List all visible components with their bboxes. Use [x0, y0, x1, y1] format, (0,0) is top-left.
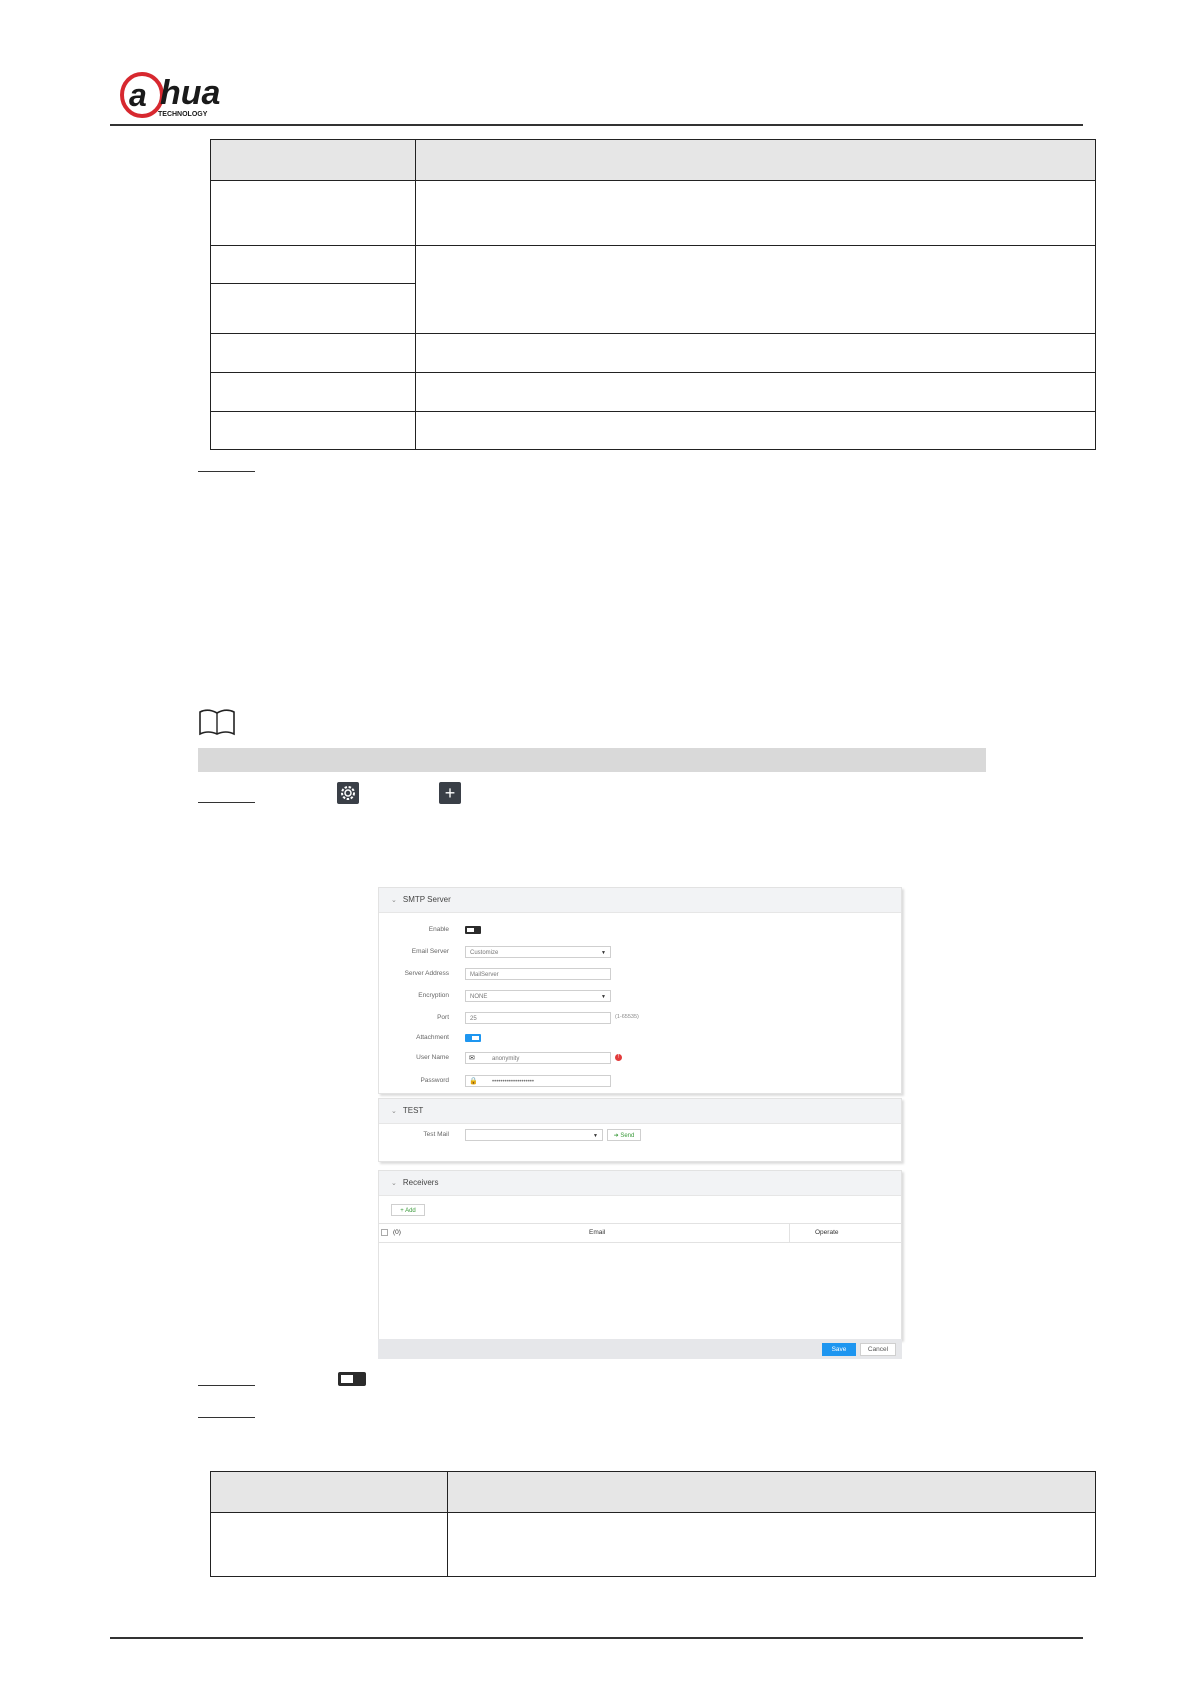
smtp-panel	[378, 887, 902, 1094]
table1-row6-desc	[416, 412, 1096, 450]
encryption-value: NONE	[470, 994, 488, 1000]
dropdown-arrow-icon: ▼	[601, 994, 606, 1000]
email-server-select[interactable]	[465, 946, 611, 958]
table1-row6-param	[211, 412, 416, 450]
dropdown-arrow-icon: ▼	[601, 950, 606, 956]
port-row	[379, 1012, 901, 1026]
table1-row1-desc	[416, 181, 1096, 246]
server-address-label: Server Address	[404, 970, 449, 977]
test-panel	[378, 1098, 902, 1162]
test-panel-header[interactable]	[379, 1099, 901, 1124]
add-label: Add	[405, 1208, 416, 1214]
username-label: User Name	[416, 1054, 449, 1061]
send-label: Send	[620, 1133, 635, 1139]
dropdown-arrow-icon: ▼	[593, 1133, 598, 1139]
enable-row	[379, 924, 901, 938]
table1-header-desc	[416, 140, 1096, 181]
step-rule	[198, 1417, 255, 1418]
username-input[interactable]	[465, 1052, 611, 1064]
encryption-row	[379, 990, 901, 1004]
note-bar	[198, 748, 986, 772]
table2-row1-param	[211, 1513, 448, 1577]
test-mail-select[interactable]	[465, 1129, 603, 1141]
chevron-down-icon: ⌄	[391, 1180, 397, 1187]
test-title: TEST	[402, 1106, 424, 1115]
table1-header-param	[211, 140, 416, 181]
receivers-title: Receivers	[402, 1178, 439, 1187]
receivers-panel	[378, 1170, 902, 1340]
email-server-label: Email Server	[411, 948, 449, 955]
add-plus-icon: +	[439, 782, 461, 804]
password-label: Password	[420, 1077, 449, 1084]
receiver-count: (0)	[393, 1229, 401, 1236]
enable-label: Enable	[428, 926, 449, 933]
column-divider	[789, 1224, 790, 1242]
save-button[interactable]: Save	[822, 1343, 856, 1356]
operate-column-header: Operate	[815, 1229, 839, 1236]
port-input[interactable]	[465, 1012, 611, 1024]
table2-header-desc	[448, 1472, 1096, 1513]
attachment-toggle[interactable]	[465, 1034, 481, 1042]
password-row	[379, 1075, 901, 1089]
table1-row3-param	[211, 284, 416, 334]
chevron-down-icon: ⌄	[391, 897, 397, 904]
parameter-table-2	[210, 1471, 1096, 1577]
table1-row2-desc	[416, 246, 1096, 334]
send-button[interactable]	[607, 1129, 641, 1141]
settings-gear-icon	[337, 782, 359, 804]
server-address-value: MailServer	[470, 972, 499, 978]
username-value: anonymity	[492, 1056, 520, 1062]
port-label: Port	[437, 1014, 449, 1021]
note-book-icon	[198, 708, 236, 736]
dahua-logo	[120, 70, 260, 120]
plus-icon: +	[400, 1208, 406, 1214]
footer-bar	[378, 1339, 902, 1359]
password-input[interactable]	[465, 1075, 611, 1087]
email-settings-screenshot	[378, 887, 902, 1359]
table2-row1-desc	[448, 1513, 1096, 1577]
email-server-value: Customize	[470, 950, 499, 956]
port-hint: (1-65535)	[615, 1014, 639, 1020]
step-rule	[198, 1385, 255, 1386]
add-receiver-button[interactable]	[391, 1204, 425, 1216]
attachment-label: Attachment	[416, 1034, 449, 1041]
cancel-button[interactable]: Cancel	[860, 1343, 896, 1356]
svg-text:hua: hua	[160, 74, 221, 112]
test-mail-label: Test Mail	[423, 1131, 449, 1138]
mail-icon: ✉	[469, 1055, 475, 1062]
encryption-select[interactable]	[465, 990, 611, 1002]
toggle-off-icon	[338, 1372, 366, 1386]
smtp-panel-header[interactable]	[379, 888, 901, 913]
table1-row4-desc	[416, 334, 1096, 373]
attachment-row	[379, 1032, 901, 1046]
email-server-row	[379, 946, 901, 960]
lock-icon: 🔒	[469, 1078, 478, 1085]
footer-rule	[110, 1637, 1083, 1639]
select-all-checkbox[interactable]	[381, 1229, 388, 1236]
receivers-table-header	[379, 1223, 901, 1243]
svg-text:TECHNOLOGY: TECHNOLOGY	[158, 111, 208, 118]
header-rule	[110, 124, 1083, 126]
parameter-table-1	[210, 139, 1096, 450]
table1-row4-param	[211, 334, 416, 373]
table1-row1-param	[211, 181, 416, 246]
warning-icon: !	[615, 1054, 622, 1061]
step-rule	[198, 471, 255, 472]
username-row	[379, 1052, 901, 1066]
svg-text:a: a	[129, 77, 147, 113]
chevron-down-icon: ⌄	[391, 1108, 397, 1115]
step-rule	[198, 802, 255, 803]
table1-row2-param	[211, 246, 416, 284]
test-mail-row	[379, 1129, 901, 1143]
table2-header-param	[211, 1472, 448, 1513]
port-value: 25	[470, 1016, 477, 1022]
server-address-row	[379, 968, 901, 982]
email-column-header: Email	[589, 1229, 606, 1236]
password-value: ••••••••••••••••••••	[492, 1079, 535, 1085]
send-arrow-icon: ➜	[613, 1133, 621, 1139]
receivers-panel-header[interactable]	[379, 1171, 901, 1196]
enable-toggle[interactable]	[465, 926, 481, 934]
smtp-title: SMTP Server	[402, 895, 451, 904]
encryption-label: Encryption	[418, 992, 449, 999]
table1-row5-desc	[416, 373, 1096, 412]
server-address-input[interactable]	[465, 968, 611, 980]
table1-row5-param	[211, 373, 416, 412]
